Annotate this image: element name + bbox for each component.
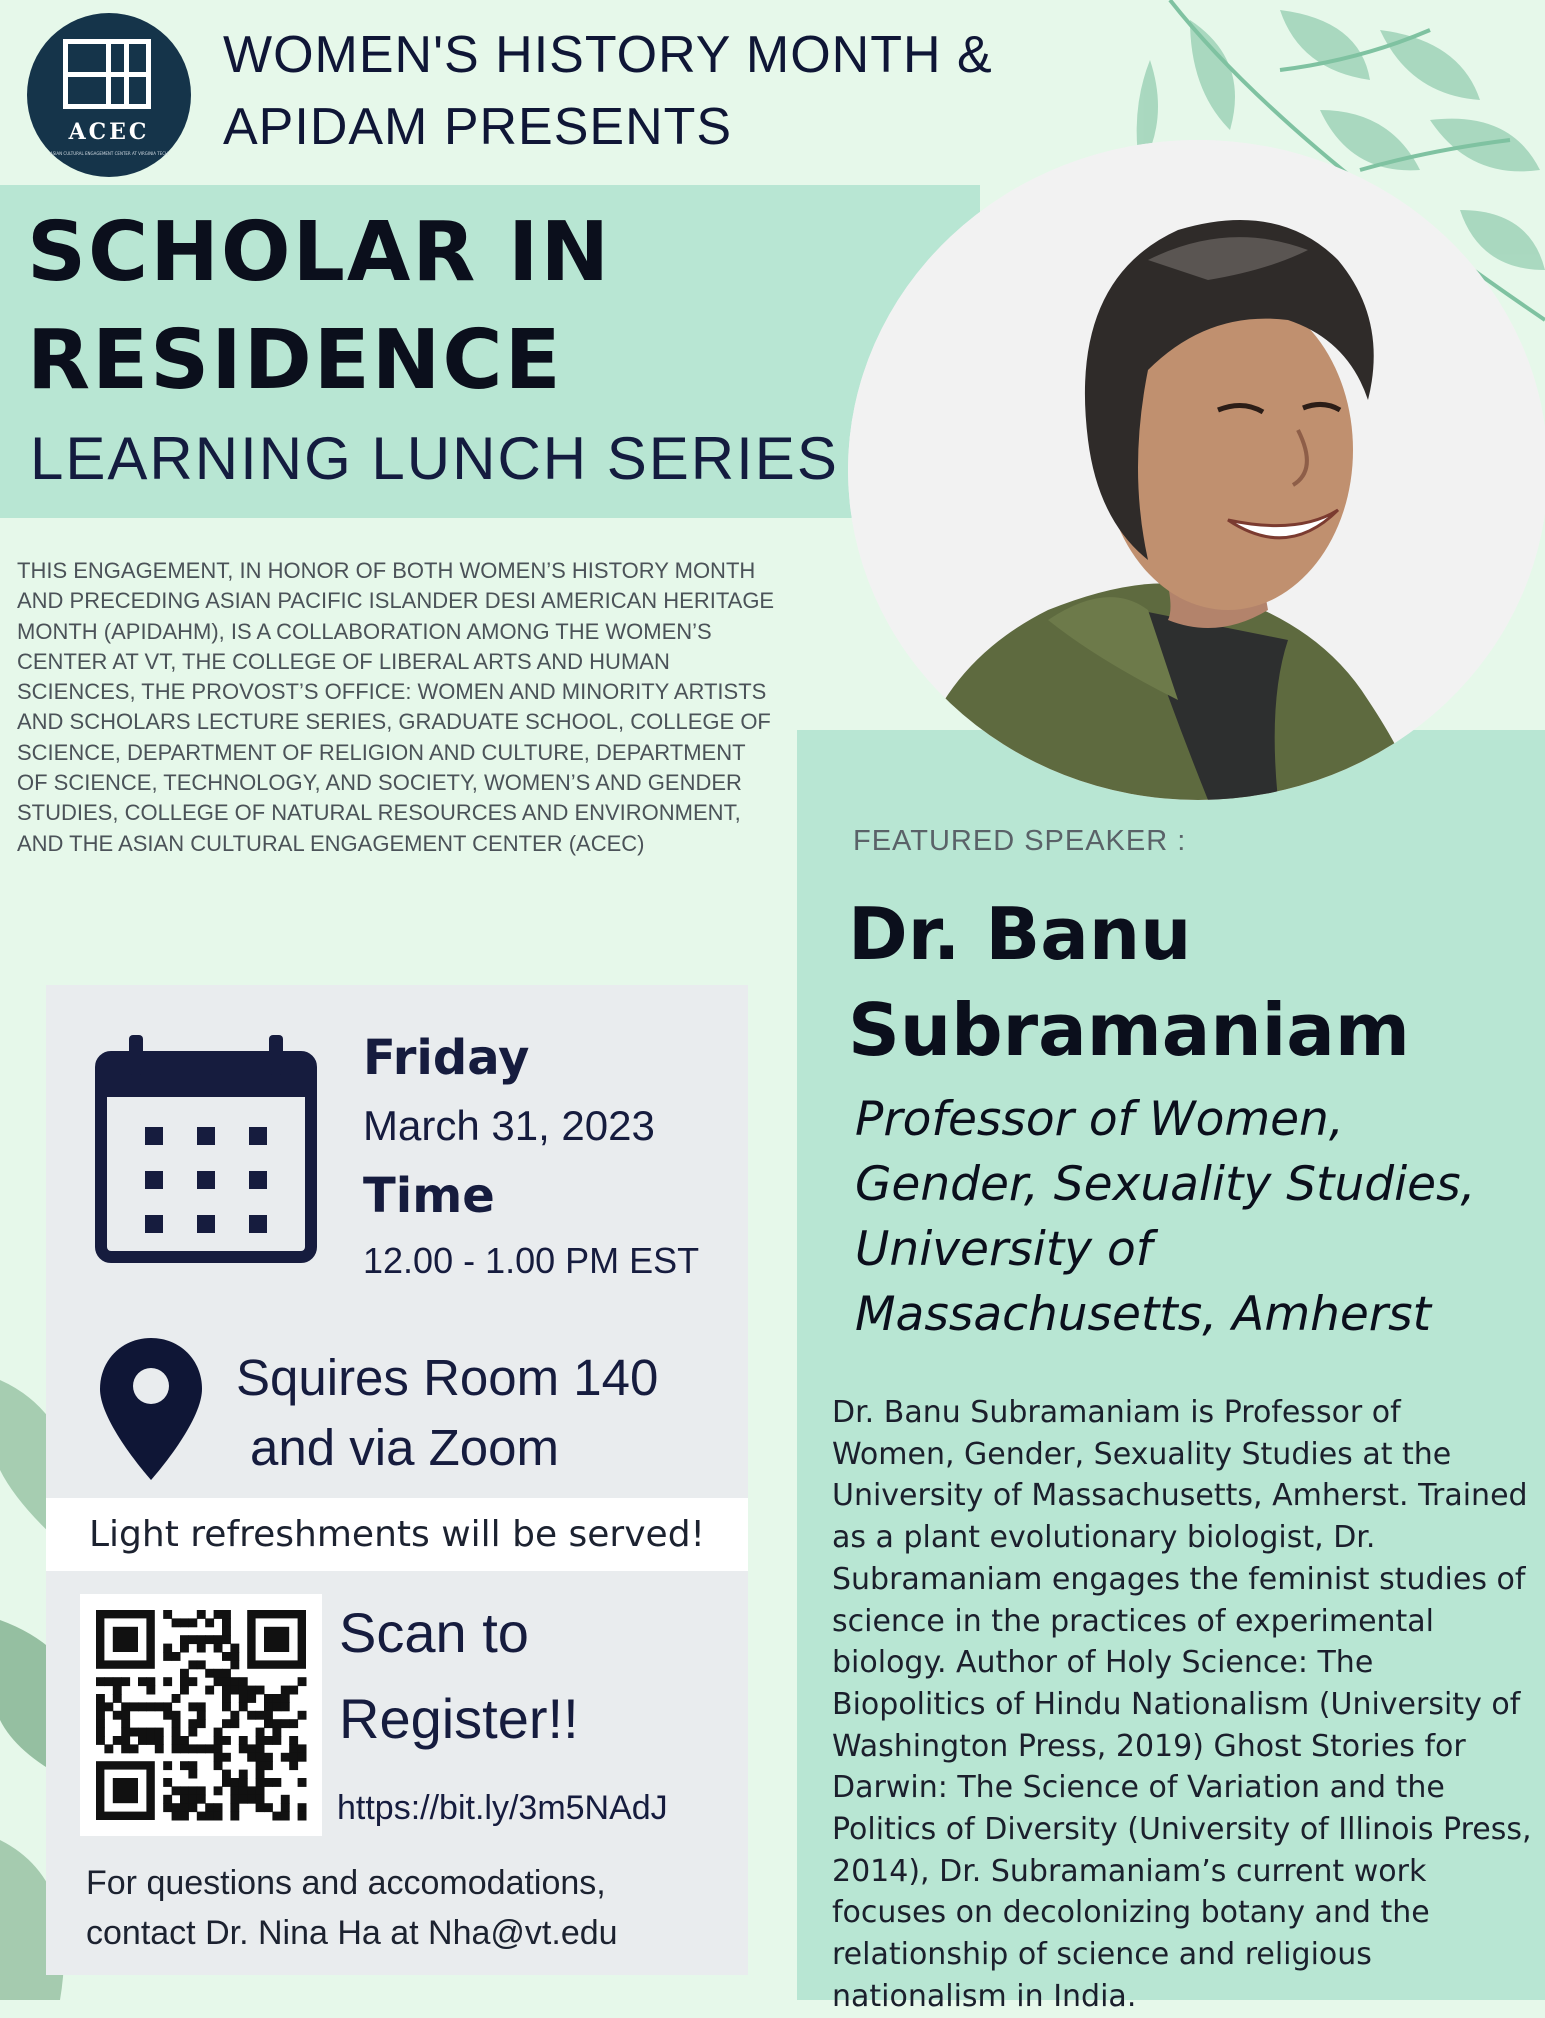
speaker-title-line-2: Gender, Sexuality Studies, xyxy=(855,1157,1476,1212)
day-label: Friday xyxy=(363,1030,530,1086)
qr-code[interactable] xyxy=(80,1594,322,1836)
refreshments-banner xyxy=(46,1498,748,1571)
speaker-name-line-1: Dr. Banu xyxy=(848,892,1192,976)
featured-speaker-label: FEATURED SPEAKER : xyxy=(853,825,1187,857)
logo-tagline: ASIAN CULTURAL ENGAGEMENT CENTER AT VIRGINIA TECH xyxy=(49,151,169,156)
location-line-1: Squires Room 140 xyxy=(236,1349,659,1406)
scan-line-2: Register!! xyxy=(339,1687,579,1750)
scan-line-1: Scan to xyxy=(339,1601,529,1664)
presents-line-1: WOMEN'S HISTORY MONTH & xyxy=(223,26,993,84)
event-date: March 31, 2023 xyxy=(363,1102,655,1149)
event-time: 12.00 - 1.00 PM EST xyxy=(363,1240,700,1281)
speaker-name-line-2: Subramaniam xyxy=(848,988,1410,1072)
refreshments-text: Light refreshments will be served! xyxy=(89,1514,705,1555)
time-label: Time xyxy=(363,1168,495,1224)
location-line-2: and via Zoom xyxy=(250,1419,559,1476)
series-subtitle: LEARNING LUNCH SERIES xyxy=(30,425,839,492)
title-line-1: SCHOLAR IN xyxy=(27,205,612,300)
speaker-title-line-1: Professor of Women, xyxy=(855,1092,1344,1147)
location-pin-icon xyxy=(100,1338,202,1480)
contact-line-2: contact Dr. Nina Ha at Nha@vt.edu xyxy=(86,1914,618,1952)
qr-code-icon xyxy=(80,1594,322,1836)
speaker-title-line-3: University of xyxy=(855,1222,1153,1277)
title-line-2: RESIDENCE xyxy=(27,313,563,408)
logo-text: ACEC xyxy=(68,119,150,145)
calendar-icon xyxy=(95,1035,317,1265)
engagement-description: THIS ENGAGEMENT, IN HONOR OF BOTH WOMEN’S HISTORY MONTH AND PRECEDING ASIAN PACIFIC ISLANDER DESI AMERICAN HERITAGE MONTH (APIDAHM), IS A COLLABORATION AMONG THE WOMEN’S CENTER AT VT, THE COLLEGE OF LIBERAL ARTS AND HUMAN SCIENCES, THE PROVOST’S OFFICE: WOMEN AND MINORITY ARTISTS AND SCHOLARS LECTURE SERIES, GRADUATE SCHOOL, COLLEGE OF SCIENCE, DEPARTMENT OF RELIGION AND CULTURE, DEPARTMENT OF SCIENCE, TECHNOLOGY, AND SOCIETY, WOMEN’S AND GENDER STUDIES, COLLEGE OF NATURAL RESOURCES AND ENVIRONMENT, AND THE ASIAN CULTURAL ENGAGEMENT CENTER (ACEC) xyxy=(17,558,775,856)
window-icon xyxy=(63,39,151,109)
registration-link[interactable]: https://bit.ly/3m5NAdJ xyxy=(337,1789,668,1827)
speaker-bio: Dr. Banu Subramaniam is Professor of Women, Gender, Sexuality Studies at the University of Massachusetts, Amherst. Trained as a plant evolutionary biologist, Dr. Subramaniam engages the feminist studies of science in the practices of experimental biology. Author of Holy Science: The Biopolitics of Hindu Nationalism (University of Washington Press, 2019) Ghost Stories for Darwin: The Science of Variation and the Politics of Diversity (University of Illinois Press, 2014), Dr. Subramaniam’s current work focuses on decolonizing botany and the relationship of science and religious nationalism in India. xyxy=(832,1395,1532,2014)
contact-line-1: For questions and accomodations, xyxy=(86,1864,606,1902)
acec-logo xyxy=(27,13,191,177)
presents-line-2: APIDAM PRESENTS xyxy=(223,98,733,156)
speaker-photo xyxy=(848,140,1545,800)
speaker-title-line-4: Massachusetts, Amherst xyxy=(855,1287,1432,1342)
